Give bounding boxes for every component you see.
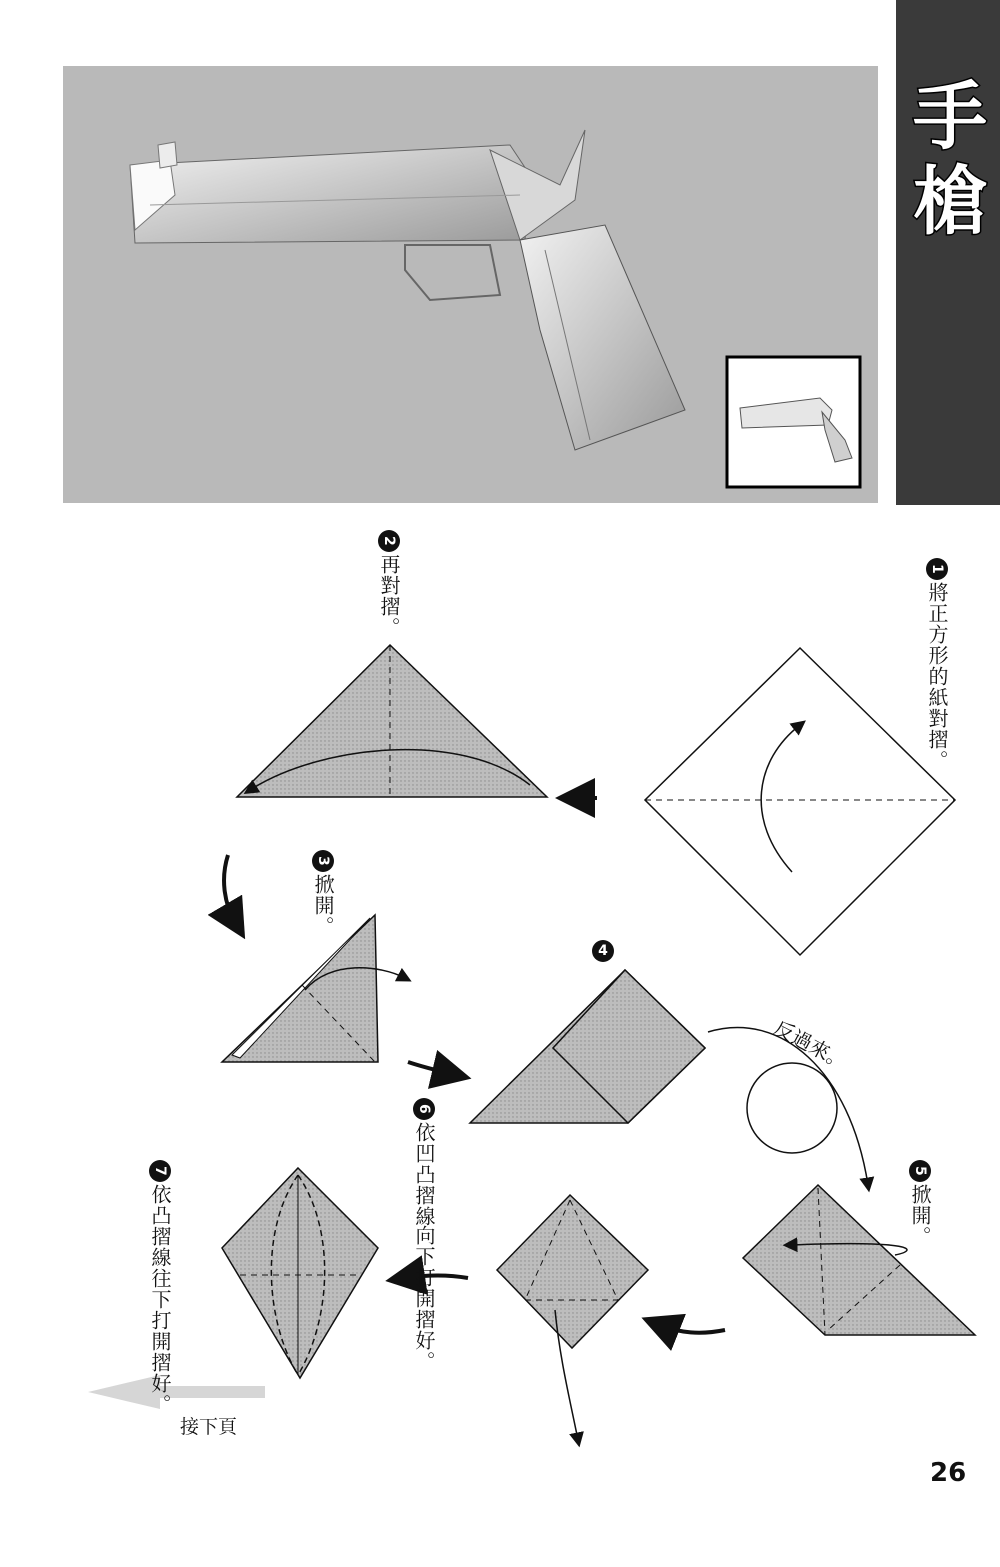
step7-text-line2: 打開摺好。	[148, 1310, 172, 1415]
page-number: 26	[930, 1458, 967, 1488]
step6-diagram	[497, 1195, 648, 1440]
step6-col1	[412, 1098, 435, 1227]
step1-label	[925, 558, 948, 771]
step2-diagram	[237, 645, 547, 797]
continue-arrow	[88, 1375, 265, 1409]
step3-diagram	[222, 915, 405, 1062]
step2-label	[377, 530, 400, 638]
step2-number: 2	[378, 530, 400, 552]
step7-text-line1: 依凸摺線往下	[148, 1184, 172, 1310]
step6-label	[412, 1098, 435, 1372]
step6-text-line1: 依凹凸摺線	[412, 1122, 436, 1227]
step7-diagram	[222, 1168, 378, 1378]
step1-diagram	[645, 648, 955, 955]
step4-label	[592, 940, 614, 964]
step5-label	[908, 1160, 931, 1247]
step1-number: 1	[926, 558, 948, 580]
step5-text: 掀開。	[908, 1184, 932, 1247]
step3-text: 掀開。	[311, 874, 335, 937]
arrow-3-4	[408, 1062, 452, 1074]
step6-text-line2: 向下打開摺好。	[412, 1225, 436, 1372]
step6-number: 6	[413, 1098, 435, 1120]
step4-number: 4	[592, 940, 614, 962]
title-char-2: 槍	[913, 159, 987, 245]
step3-number: 3	[312, 850, 334, 872]
inset-photo	[727, 357, 860, 487]
step5-number: 5	[909, 1160, 931, 1182]
origami-pistol-photo	[130, 130, 685, 450]
arrow-2-3	[224, 855, 235, 922]
step7-number: 7	[149, 1160, 171, 1182]
arrow-5-6	[660, 1325, 725, 1333]
step3-label	[311, 850, 334, 937]
step7-label	[148, 1160, 171, 1415]
step1-text: 將正方形的紙對摺。	[925, 582, 949, 771]
continue-label: 接下頁	[180, 1416, 238, 1438]
turn-over-label: 反過來。	[769, 1015, 852, 1075]
step2-text: 再對摺。	[377, 554, 401, 638]
step4-diagram	[470, 970, 705, 1123]
step7-col1	[148, 1160, 171, 1310]
step5-diagram	[743, 1185, 975, 1335]
title-char-1: 手	[913, 74, 987, 160]
